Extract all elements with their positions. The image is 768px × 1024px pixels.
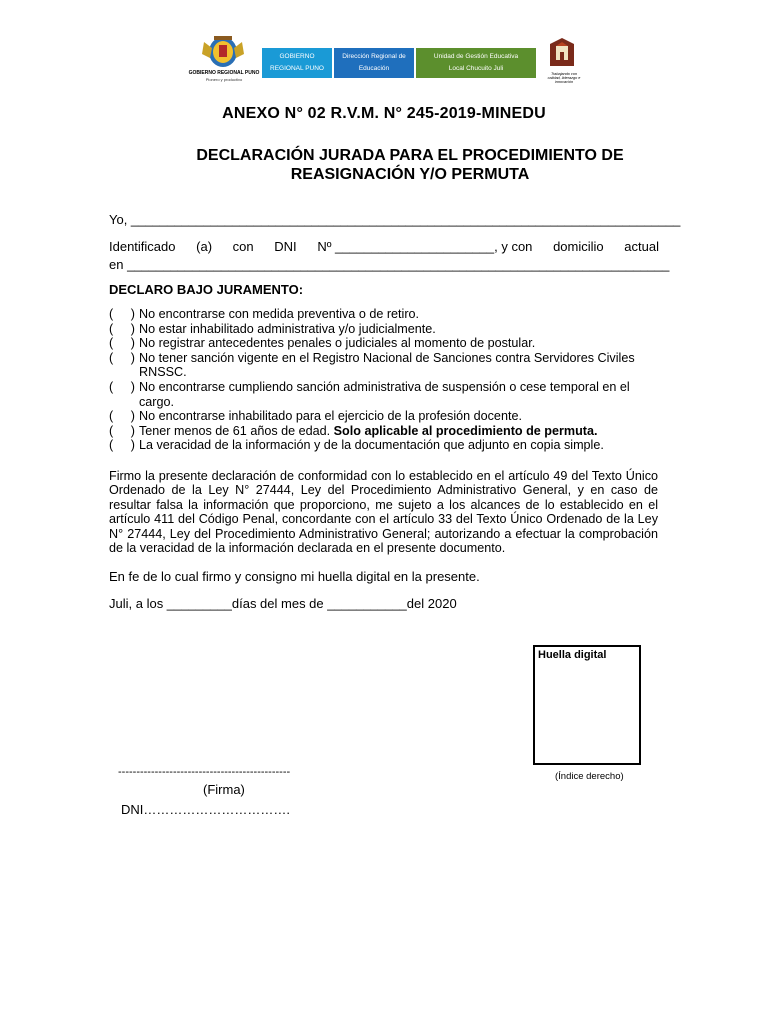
item-text: No tener sanción vigente en el Registro Nacional de Sanciones contra Servidores Civiles RNSSC. [139, 350, 635, 380]
yo-line: Yo, ____________________________________________________________________________ [109, 212, 681, 227]
item-text: La veracidad de la información y de la documentación que adjunto en copia simple. [139, 438, 604, 453]
item-text: No estar inhabilitado administrativa y/o judicialmente. [139, 321, 436, 336]
banner2-line1: Dirección Regional de [342, 53, 406, 60]
list-item [109, 380, 661, 409]
declaration-items [109, 307, 661, 453]
banner3-line2: Local Chucuito Juli [448, 65, 504, 72]
item-text-normal: Tener menos de 61 años de edad. [139, 423, 334, 438]
ident-word-2: (a) [196, 239, 213, 254]
item-checkbox: ( ) [109, 336, 135, 351]
ident-word-7: actual [624, 239, 659, 254]
en-fe-line: En fe de lo cual firmo y consigno mi huella digital en la presente. [109, 569, 480, 584]
list-item [109, 438, 661, 453]
declaro-heading: DECLARO BAJO JURAMENTO: [109, 282, 304, 297]
banner-ugel-chucuito [416, 48, 536, 78]
banner-gobierno-regional [262, 48, 332, 78]
declaration-title-line1: DECLARACIÓN JURADA PARA EL PROCEDIMIENTO DE [196, 147, 624, 164]
item-checkbox: ( ) [109, 423, 135, 438]
signature-label: (Firma) [203, 782, 245, 797]
left-seal-subcaption: Pionero y productivo [205, 77, 243, 82]
item-checkbox: ( ) [109, 409, 135, 424]
list-item [109, 409, 661, 424]
item-checkbox: ( ) [109, 350, 135, 365]
item-checkbox: ( ) [109, 379, 135, 394]
list-item [109, 351, 661, 380]
item-text [139, 424, 661, 439]
banner1-line1: GOBIERNO [279, 53, 315, 60]
list-item [109, 322, 661, 337]
declaration-title [160, 146, 660, 184]
item-checkbox: ( ) [109, 321, 135, 336]
en-line: en ___________________________________________________________________________ [109, 257, 670, 272]
legal-paragraph: Firmo la presente declaración de conformidad con lo establecido en el artículo 49 del Texto Único Ordenado de la Ley N° 27444, Ley del Procedimiento Administrativo General, y en caso de resultar falsa la información que proporciono, me sujeto a los alcances de lo establecido en el artículo 411 del Código Penal, concordante con el artículo 33 del Texto Único Ordenado de la Ley N° 27444, Ley del Procedimiento Administrativo General; autorizando a efectuar la comprobación de la veracidad de la información declarada en el presente documento. [109, 469, 658, 556]
right-seal-caption: Trabajando con calidad, liderazgo e innovación [547, 72, 581, 84]
ident-word-4: DNI [274, 239, 297, 254]
banner2-line2: Educación [358, 65, 390, 72]
item-checkbox: ( ) [109, 307, 135, 321]
ident-word-6: domicilio [553, 239, 604, 254]
date-line: Juli, a los _________días del mes de ___________del 2020 [109, 596, 457, 611]
declaration-title-line2: REASIGNACIÓN Y/O PERMUTA [290, 166, 530, 183]
item-text: No encontrarse cumpliendo sanción administrativa de suspensión o cese temporal en el cargo. [139, 379, 630, 409]
fingerprint-box [533, 645, 641, 765]
item-text-bold: Solo aplicable al procedimiento de permuta. [333, 423, 598, 438]
ident-word-5: Nº ______________________, y con [317, 239, 533, 254]
list-item [109, 307, 661, 322]
fingerprint-label: Huella digital [538, 649, 607, 661]
item-text: No registrar antecedentes penales o judiciales al momento de postular. [139, 336, 536, 351]
banner1-line2: REGIONAL PUNO [270, 65, 324, 72]
item-text: No encontrarse con medida preventiva o de retiro. [139, 307, 420, 321]
signature-dni: DNI……………………………. [121, 802, 290, 817]
identificado-line [109, 240, 659, 255]
annex-title: ANEXO N° 02 R.V.M. N° 245-2019-MINEDU [222, 105, 546, 122]
fingerprint-note: (Índice derecho) [555, 771, 624, 782]
list-item [109, 336, 661, 351]
list-item [109, 424, 661, 439]
item-text: No encontrarse inhabilitado para el ejercicio de la profesión docente. [139, 409, 522, 424]
banner3-line1: Unidad de Gestión Educativa [433, 53, 519, 60]
signature-line: ----------------------------------------------- [118, 766, 291, 778]
banner-direccion-regional [334, 48, 414, 78]
item-checkbox: ( ) [109, 438, 135, 453]
left-seal-caption: GOBIERNO REGIONAL PUNO [188, 70, 260, 76]
ident-word-3: con [232, 239, 254, 254]
ident-word-1: Identificado [109, 239, 176, 254]
